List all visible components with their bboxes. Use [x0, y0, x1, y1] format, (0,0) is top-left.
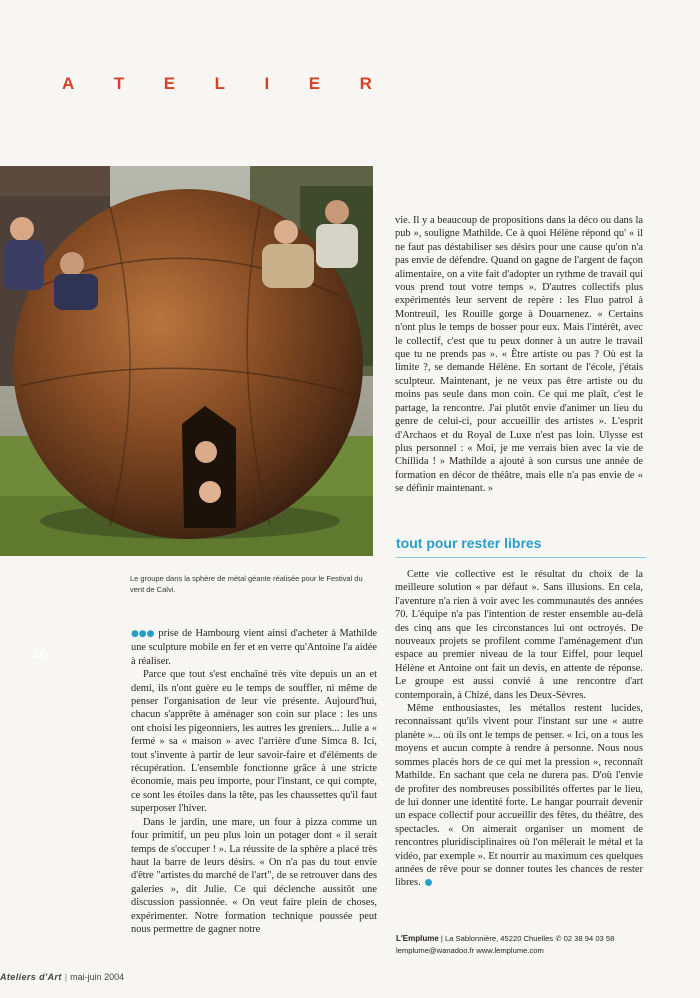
section-heading-letter: I [264, 74, 270, 93]
contact-line [396, 933, 646, 945]
paragraph-text: prise de Hambourg vient ainsi d'acheter à Mathilde une sculpture mobile en fer et en verre qu'Antoine l'a aidée à réaliser. [131, 628, 377, 667]
page-footer [0, 972, 124, 982]
end-of-article-icon [425, 879, 432, 886]
section-heading-letter: R [359, 74, 372, 93]
contact-name: L'Emplume [396, 934, 439, 943]
section-heading [62, 74, 372, 94]
article-column-right-top [395, 214, 643, 496]
article-subheading: tout pour rester libres [396, 535, 542, 551]
subheading-divider [396, 557, 646, 558]
magazine-name: Ateliers d'Art [0, 972, 62, 982]
issue-date: mai-juin 2004 [70, 972, 125, 982]
footer-separator: | [64, 972, 68, 982]
contact-web: lemplume@wanadoo.fr www.lemplume.com [396, 946, 544, 955]
paragraph [131, 627, 377, 668]
photo-caption: Le groupe dans la sphère de métal géante réalisée pour le Festival du vent de Calvi. [130, 574, 363, 594]
paragraph: vie. Il y a beaucoup de propositions dans la déco ou dans la pub », souligne Mathilde. Ce à quoi Hélène répond qu' « il ne faut pas déstabiliser ses désirs pour une cause qu'on n'a pas envie de défendre. Quand on gagne de l'argent de façon alimentaire, on a vite fait d'adopter un rythme de travail qui vous prend tout votre temps ». D'autres collectifs plus expérimentés leur servent de repère : les Fluo patrol à Montreuil, les Rouille gorge à Douarnenez. « Certains n'ont plus le temps de bosser pour eux. Mais l'intérêt, avec le collectif, c'est que tu peux donner à un autre le travail que tu ne prends pas ». « Être artiste ou pas ? Où est la limite ?, se demande Hélène. En sortant de l'école, j'étais sculpteur. Maintenant, je ne veux pas être artiste ou du moins pas seule dans mon coin. Ce qui me plaît, c'est le partage, la rencontre. J'ai plutôt envie d'animer un lieu du genre de celui-ci, pour accueillir des artistes ». L'esprit d'Archaos et du Royal de Luxe n'est pas loin. Ulysse est plus personnel : « Moi, je me verrais bien avec la vie de Chillida ! » Mathilde a ajouté à son cursus une année de formation en décor de théâtre, mais elle n'a pas envie de « se définir maintenant. » [395, 215, 643, 495]
contact-address: | La Sablonnière, 45220 Chuelles ✆ 02 38 94 03 58 [440, 934, 615, 943]
section-heading-letter: E [163, 74, 176, 93]
section-heading-letter: L [214, 74, 225, 93]
article-column-left [131, 627, 377, 936]
paragraph-marker-icon: ●●● [131, 629, 155, 639]
paragraph: Dans le jardin, une mare, un four à pizza comme un four primitif, un peu plus loin un potager dont « il serait temps de s'occuper ! ». La réussite de la sphère a placé très haut la barre de leurs désirs. « On n'a pas du tout envie d'être "artistes du marché de l'art", de se retrouver dans des galeries », dit Julie. Ce qui déclenche aussitôt une discussion passionnée. « On veut faire plein de choses, expérimenter. Notre formation technique poussée peut nous permettre de gagner notre [131, 816, 377, 935]
paragraph-text: Même enthousiastes, les métallos restent lucides, reconnaissant qu'ils vivent pour l'instant sur une « autre planète »... où ils ont le temps de penser. « Ici, on a tous les moyens et aucun compte à rendre à personne. Nous nous sommes placés hors de ce qui met la pression », reconnaît Mathilde. En sachant que cela ne durera pas. D'où l'envie de profiter des nombreuses possibilités offertes par le lieu, de lui donner une identité forte. Le hangar pourrait devenir un espace collectif pour accueillir des fêtes, du théâtre, des spectacles. « On aimerait organiser un moment de rencontres pluridisciplinaires où l'on mêlerait le métal et la vidéo, par exemple ». Et nourrir au maximum ces quelques années de rêve pour se donner toutes les chances de rester libres. [395, 703, 643, 889]
paragraph: Parce que tout s'est enchaîné très vite depuis un an et demi, ils n'ont guère eu le temps de souffler, ni même de penser l'organisation de leur vie présente. Aujourd'hui, chacun s'apprête à aménager son coin sur place : les uns ont choisi les pigeonniers, les autres les greniers... Julie a « fermé » sa « maison » avec l'arrière d'une Simca 8. Ici, tout s'invente à partir de leur savoir-faire et d'éléments de récupération. L'ensemble fonctionne grâce à une stricte économie, mais peu importe, pour l'instant, ce qui compte, ce sont les étoiles dans la tête, pas les chaussettes qu'il faut superposer l'hiver. [131, 669, 377, 815]
contact-block [396, 933, 646, 957]
article-column-right-bottom [395, 568, 643, 890]
paragraph: Cette vie collective est le résultat du choix de la meilleure solution « par défaut ». Sans illusions. En cela, l'aventure n'a rien à voir avec les communautés des années 70. L'équipe n'a pas l'intention de rester ensemble au-delà des cinq ans que les circonstances lui ont octroyés. De nouveaux projets se profilent comme l'aménagement d'un espace au premier niveau de la tour Eiffel, pour lequel Hélène et Antoine ont fait un devis, en attente de réponse. Le groupe est aussi convié à une rencontre d'art contemporain, à Chizé, dans les Deux-Sèvres. [395, 569, 643, 701]
sphere-photo-illustration [0, 166, 373, 556]
section-heading-letter: E [308, 74, 321, 93]
section-heading-letter: A [62, 74, 75, 93]
page-number: 30 [32, 646, 48, 662]
section-heading-letter: T [113, 74, 125, 93]
paragraph [395, 702, 643, 890]
